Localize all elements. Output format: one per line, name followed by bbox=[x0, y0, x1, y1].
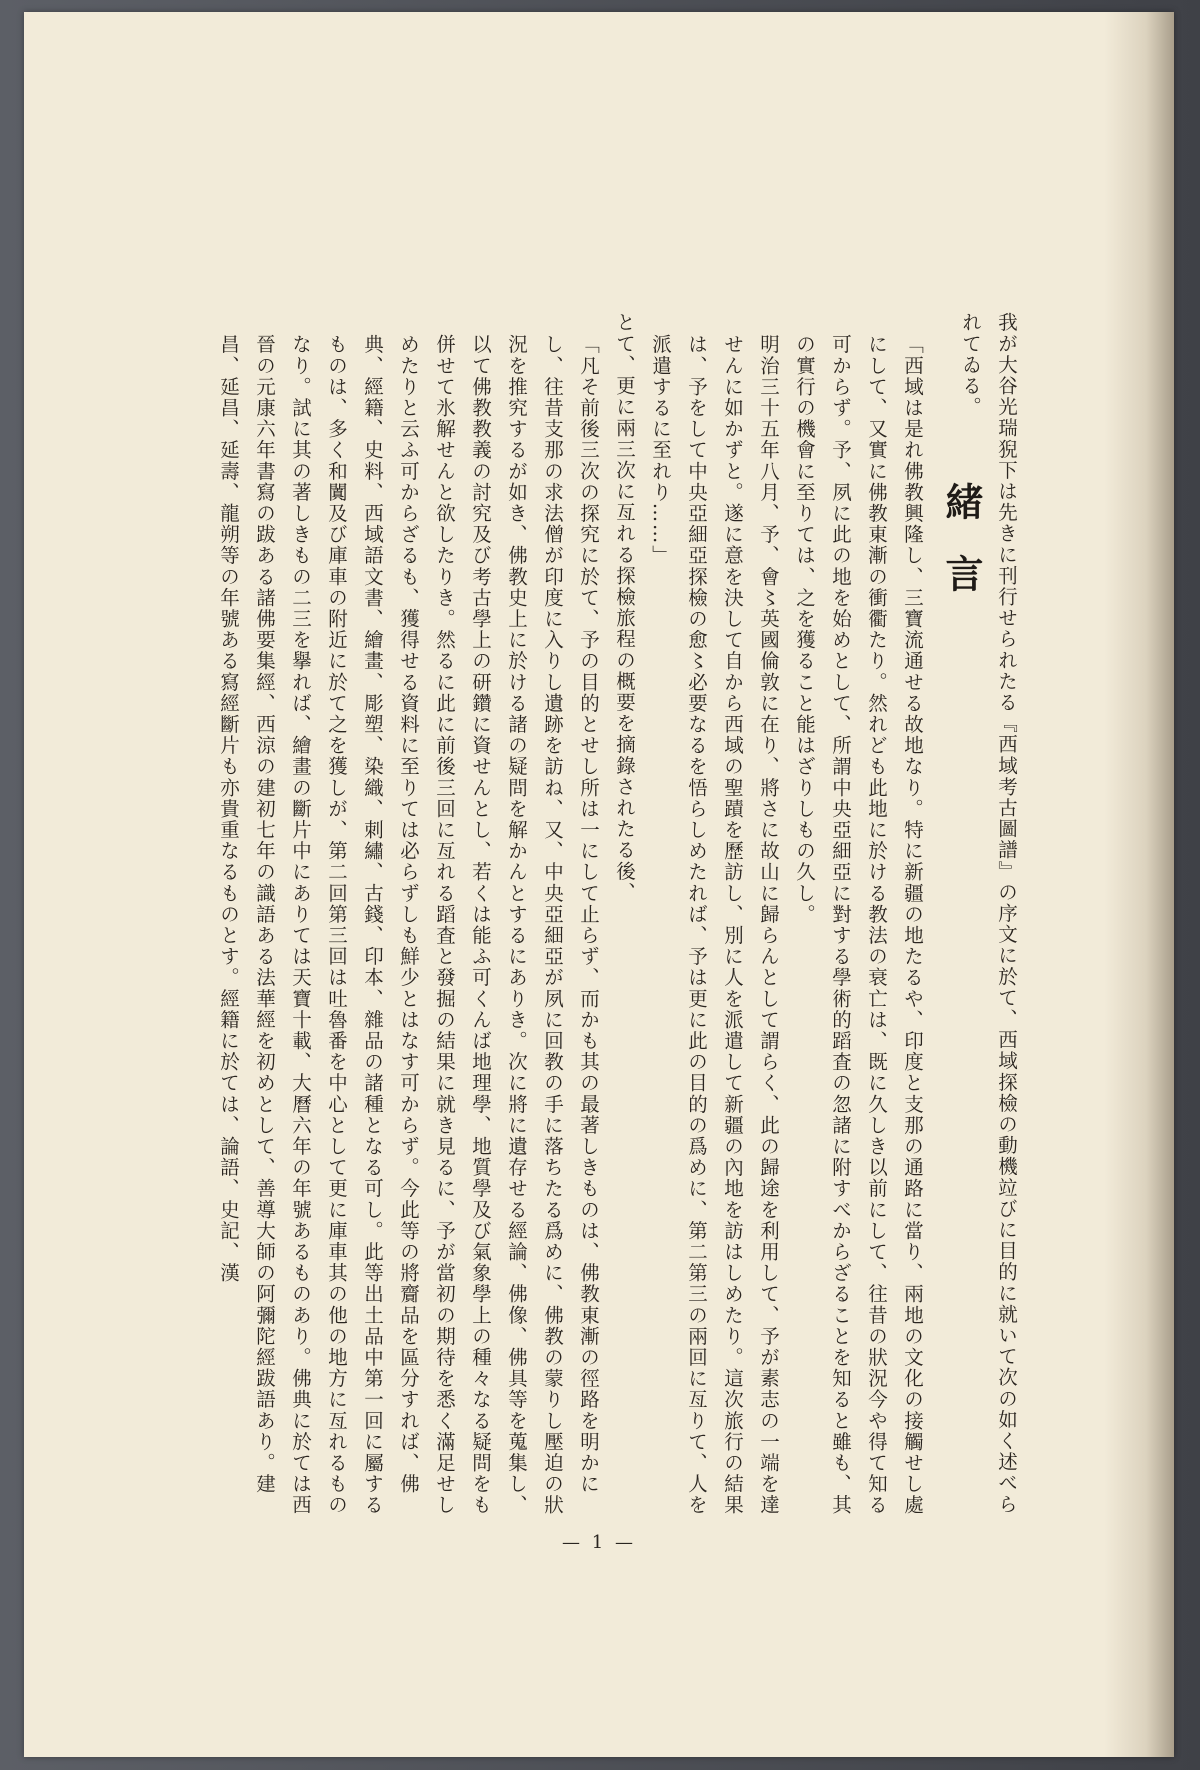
paragraph-2: 「西域は是れ佛教興隆し、三寶流通せる故地なり。特に新疆の地たるや、印度と支那の通路に當り、兩地の文化の接觸せし處にして、又實に佛教東漸の衝衢たり。然れども此地に於ける教法の衰亡は、既に久しき以前にして、往昔の狀況今や得て知る可からず。予、夙に此の地を始めとして、所謂中央亞細亞に對する學術的蹈査の忽諸に附すべからざることを知ると雖も、其の實行の機會に至りては、之を獲ること能はざりしもの久し。 bbox=[793, 334, 924, 1516]
page-gutter-shadow bbox=[1104, 12, 1174, 1757]
book-page bbox=[24, 12, 1174, 1757]
page-number: — 1 — bbox=[562, 1532, 636, 1553]
body-text bbox=[174, 312, 1024, 1532]
paragraph-5: 「凡そ前後三次の探究に於て、予の目的とせし所は一にして止らず、而かも其の最著しきものは、佛教東漸の徑路を明かにし、往昔支那の求法僧が印度に入りし遺跡を訪ね、又、中央亞細亞が夙に回教の手に落ちたる爲めに、佛教の蒙りし壓迫の狀況を推究するが如き、佛教史上に於ける諸の疑問を解かんとするにありき。次に將に遺存せる經論、佛像、佛具等を蒐集し、以て佛教教義の討究及び考古學上の研鑽に資せんとし、若くは能ふ可くんば地理學、地質學及び氣象學上の種々なる疑問をも併せて氷解せんと欲したりき。然るに此に前後三回に亙れる蹈査と發掘の結果に就き見るに、予が當初の期待を悉く滿足せしめたりと云ふ可からざるも、獲得せる資料に至りては必らずしも鮮少とはなす可からず。今此等の將齎品を區分すれば、佛典、經籍、史料、西域語文書、繪畫、彫塑、染織、刺繡、古錢、印本、雜品の諸種となる可し。此等出土品中第一回に屬するものは、多く和闐及び庫車の附近に於て之を獲しが、第二回第三回は吐魯番を中心として更に庫車其の他の地方に亙れるものなり。試に其の著しきもの二三を擧れば、繪畫の斷片中にありては天寶十載、大曆六年の年號あるものあり。佛典に於ては西晉の元康六年書寫の跋ある諸佛要集經、西涼の建初七年の識語ある法華經を初めとして、善導大師の阿彌陀經跋語あり。建昌、延昌、延壽、龍朔等の年號ある寫經斷片も亦貴重なるものとす。經籍に於ては、論語、史記、漢 bbox=[217, 334, 600, 1516]
paragraph-1: 我が大谷光瑞猊下は先きに刊行せられたる『西域考古圖譜』の序文に於て、西域探檢の動機竝びに目的に就いて次の如く述べられてゐる。 bbox=[959, 312, 1018, 1515]
paragraph-3: 明治三十五年八月、予、會〻英國倫敦に在り、將さに故山に歸らんとして謂らく、此の歸途を利用して、予が素志の一端を達せんに如かずと。遂に意を決して自から西域の聖蹟を歷訪し、別に人を派遣して新疆の內地を訪はしめたり。這次旅行の結果は、予をして中央亞細亞探檢の愈〻必要なるを悟らしめたれば、予は更に此の目的の爲めに、第二第三の兩回に亙りて、人を派遣するに至れり……」 bbox=[649, 334, 780, 1516]
page-title: 緒言 bbox=[939, 482, 984, 626]
paragraph-4: とて、更に兩三次に亙れる探檢旅程の概要を摘錄されたる後、 bbox=[613, 312, 636, 903]
